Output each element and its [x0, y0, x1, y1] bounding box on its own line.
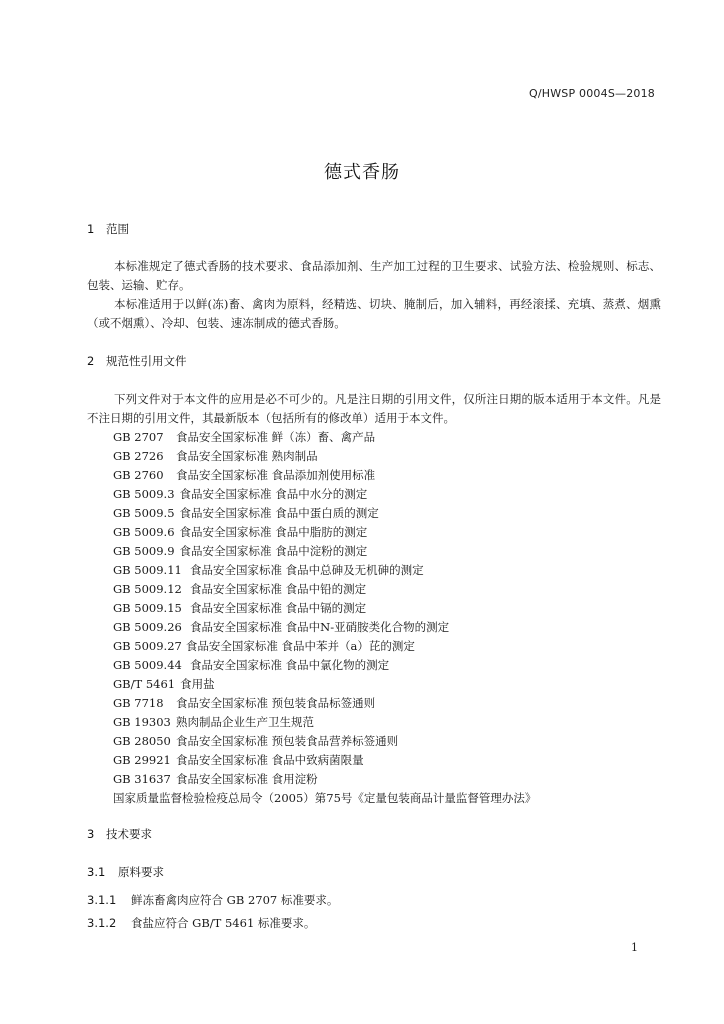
reference-item — [113, 447, 536, 466]
reference-code: GB 2707 — [113, 430, 164, 444]
reference-title: 食品安全国家标准 食品中总砷及无机砷的测定 — [190, 563, 424, 577]
document-title: 德式香肠 — [324, 162, 400, 183]
scope-paragraph-1: 本标准规定了德式香肠的技术要求、食品添加剂、生产加工过程的卫生要求、试验方法、检验规则、标志、包装、运输、贮存。 — [87, 259, 661, 292]
reference-item — [113, 466, 536, 485]
reference-code: GB 5009.26 — [113, 620, 182, 634]
reference-item — [113, 599, 536, 618]
reference-title: 食品安全国家标准 熟肉制品 — [176, 449, 318, 463]
reference-item — [113, 428, 536, 447]
section-heading-technical — [87, 826, 152, 842]
reference-title: 食品安全国家标准 食用淀粉 — [176, 772, 318, 786]
reference-title: 国家质量监督检验检疫总局令（2005）第75号《定量包装商品计量监督管理办法》 — [113, 791, 537, 805]
reference-title: 食品安全国家标准 食品添加剂使用标准 — [176, 468, 376, 482]
subsection-number: 3.1 — [87, 865, 106, 879]
section-number: 1 — [87, 222, 95, 236]
reference-code: GB 2726 — [113, 449, 164, 463]
reference-title: 食用盐 — [180, 677, 215, 691]
reference-title: 食品安全国家标准 食品中蛋白质的测定 — [179, 506, 379, 520]
reference-item — [113, 751, 536, 770]
section-title: 技术要求 — [106, 827, 152, 841]
reference-code: GB 5009.12 — [113, 582, 182, 596]
reference-item — [113, 561, 536, 580]
reference-item — [113, 523, 536, 542]
section-heading-references — [87, 353, 187, 369]
reference-item — [113, 580, 536, 599]
reference-code: GB 5009.27 — [113, 639, 182, 653]
requirement-item — [87, 892, 338, 908]
reference-title: 食品安全国家标准 食品中致病菌限量 — [176, 753, 364, 767]
reference-item — [113, 618, 536, 637]
section-number: 3 — [87, 827, 95, 841]
section-title: 规范性引用文件 — [106, 354, 187, 368]
reference-title: 熟肉制品企业生产卫生规范 — [176, 715, 314, 729]
section-title: 范围 — [106, 222, 129, 236]
reference-title: 食品安全国家标准 食品中氯化物的测定 — [190, 658, 390, 672]
section-number: 2 — [87, 354, 95, 368]
reference-title: 食品安全国家标准 食品中淀粉的测定 — [179, 544, 368, 558]
reference-title: 食品安全国家标准 鲜（冻）畜、禽产品 — [176, 430, 376, 444]
requirement-item — [87, 915, 315, 931]
reference-code: GB 5009.9 — [113, 544, 175, 558]
requirement-number: 3.1.2 — [87, 916, 117, 930]
requirement-text: 鲜冻畜禽肉应符合 GB 2707 标准要求。 — [131, 893, 339, 907]
subsection-heading-raw-materials — [87, 864, 164, 880]
reference-code: GB 2760 — [113, 468, 164, 482]
reference-code: GB 31637 — [113, 772, 171, 786]
reference-item — [113, 656, 536, 675]
requirement-number: 3.1.1 — [87, 893, 117, 907]
reference-title: 食品安全国家标准 预包装食品营养标签通则 — [176, 734, 399, 748]
reference-item — [113, 675, 536, 694]
requirement-text: 食盐应符合 GB/T 5461 标准要求。 — [131, 916, 316, 930]
reference-code: GB 5009.3 — [113, 487, 175, 501]
reference-title: 食品安全国家标准 食品中水分的测定 — [179, 487, 368, 501]
scope-paragraph-2: 本标准适用于以鲜(冻)畜、禽肉为原料，经精选、切块、腌制后，加入辅料，再经滚揉、充填、蒸煮、烟熏（或不烟熏）、冷却、包装、速冻制成的德式香肠。 — [87, 297, 661, 330]
reference-title: 食品安全国家标准 食品中N-亚硝胺类化合物的测定 — [190, 620, 450, 634]
reference-code: GB 28050 — [113, 734, 171, 748]
reference-code: GB 5009.6 — [113, 525, 175, 539]
reference-code: GB 5009.44 — [113, 658, 182, 672]
reference-code: GB 5009.15 — [113, 601, 182, 615]
reference-title: 食品安全国家标准 食品中铅的测定 — [190, 582, 367, 596]
document-code: Q/HWSP 0004S—2018 — [529, 87, 655, 100]
reference-title: 食品安全国家标准 食品中镉的测定 — [190, 601, 367, 615]
reference-list — [113, 428, 536, 808]
references-intro: 下列文件对于本文件的应用是必不可少的。凡是注日期的引用文件，仅所注日期的版本适用于本文件。凡是不注日期的引用文件，其最新版本（包括所有的修改单）适用于本文件。 — [87, 392, 661, 425]
reference-code: GB 5009.11 — [113, 563, 182, 577]
reference-item — [113, 504, 536, 523]
subsection-title: 原料要求 — [118, 865, 164, 879]
reference-code: GB/T 5461 — [113, 677, 176, 691]
reference-item — [113, 789, 536, 808]
reference-code: GB 19303 — [113, 715, 171, 729]
reference-item — [113, 770, 536, 789]
reference-item — [113, 485, 536, 504]
section-heading-scope — [87, 221, 129, 237]
reference-item — [113, 713, 536, 732]
reference-title: 食品安全国家标准 食品中苯并（a）芘的测定 — [185, 639, 415, 653]
reference-item — [113, 637, 536, 656]
reference-title: 食品安全国家标准 食品中脂肪的测定 — [179, 525, 368, 539]
reference-item — [113, 732, 536, 751]
reference-code: GB 5009.5 — [113, 506, 175, 520]
reference-code: GB 7718 — [113, 696, 164, 710]
reference-code: GB 29921 — [113, 753, 171, 767]
reference-item — [113, 694, 536, 713]
reference-item — [113, 542, 536, 561]
page-number: 1 — [631, 941, 638, 954]
reference-title: 食品安全国家标准 预包装食品标签通则 — [176, 696, 376, 710]
